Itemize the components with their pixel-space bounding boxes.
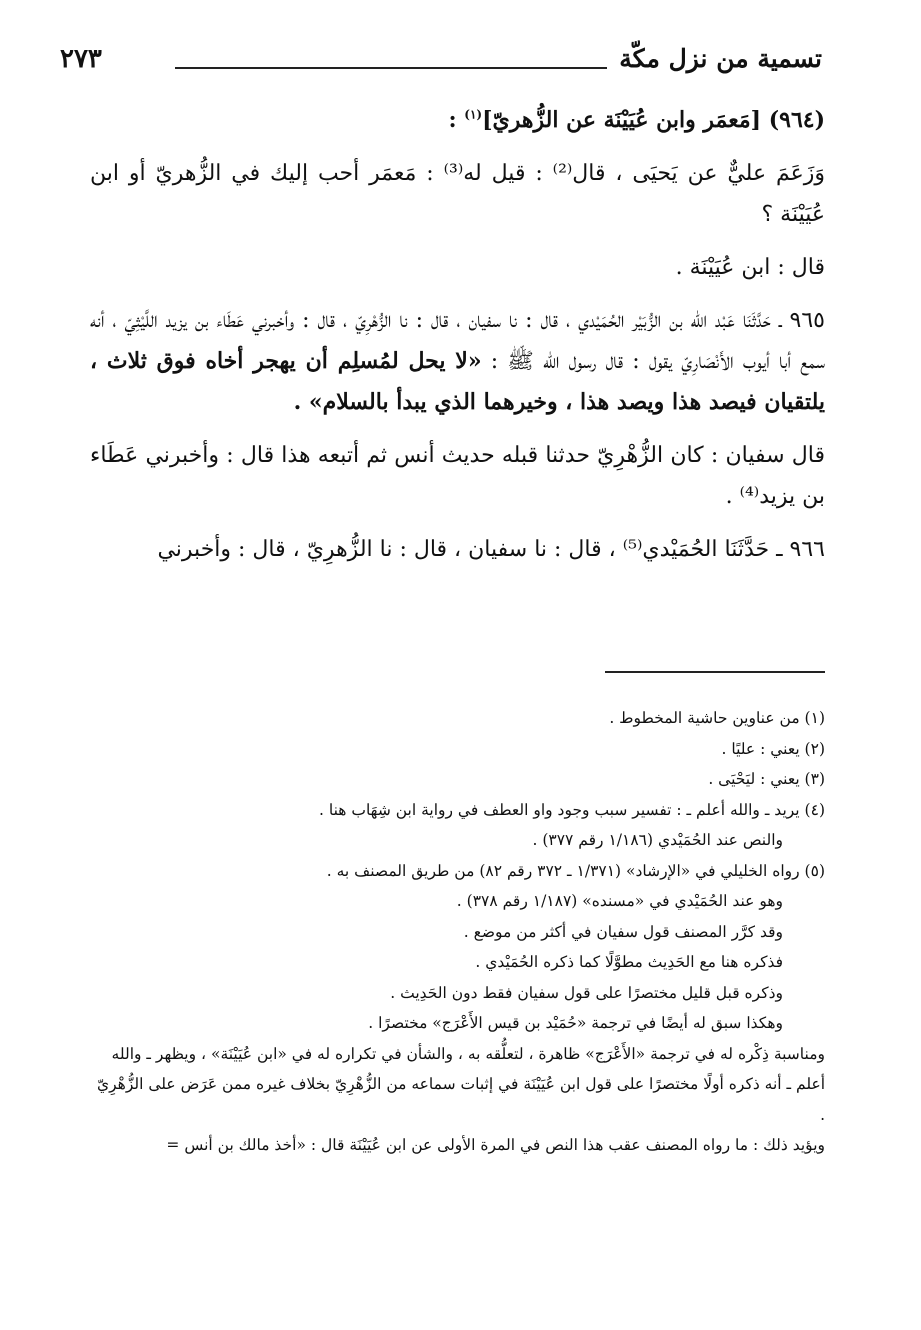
paragraph-1: وَزَعَمَ عليٌّ عن يَحيَى ، قال⁽²⁾ : قيل له⁽³⁾ : مَعمَر أحب إليك في الزُّهريّ أو ابن عُيَيْنَة ؟ <box>90 161 825 227</box>
page-number: ٢٧٣ <box>60 44 102 74</box>
footnote-5-cont-2: وقد كرَّر المصنف قول سفيان في أكثر من موضع . <box>463 922 783 941</box>
footnote-divider <box>605 671 825 673</box>
footnote-4: (٤) يريد ـ والله أعلم ـ : تفسير سبب وجود واو العطف في رواية ابن شِهَاب هنا . <box>319 800 825 819</box>
footnote-5-cont-1: وهو عند الحُمَيْدي في «مسنده» (١/١٨٧ رقم ٣٧٨) . <box>456 892 783 910</box>
paragraph-4: قال سفيان : كان الزُّهْرِيّ حدثنا قبله حديث أنس ثم أتبعه هذا قال : وأخبرني عَطَاء بن يزيد⁽⁴⁾ . <box>90 443 825 509</box>
hadith-965-isnad: ٩٦٥ ـ حَدَّثَنَا عَبْد الله بن الزُّبَيْر الحُمَيْدي ، قال : نا سفيان ، قال : نا الزُّهْرِيّ ، قال : وأخبرني عَطَاء بن يزيد اللَّيْثِيّ ، أنه سمع أبا أيوب الأَنْصَارِيّ يقول : قال رسول الله ﷺ : <box>90 308 825 374</box>
footnote-5-cont-5: وهكذا سبق له أيضًا في ترجمة «حُمَيْد بن قيس الأَعْرَج» مختصرًا . <box>368 1014 783 1032</box>
heading-footnote-ref: (١) <box>464 107 483 122</box>
footnote-5: (٥) رواه الخليلي في «الإرشاد» (١/٣٧١ ـ ٣٧٢ رقم ٨٢) من طريق المصنف به . <box>326 861 825 880</box>
header-rule <box>175 67 607 69</box>
footnote-5-cont-3: فذكره هنا مع الحَدِيث مطوَّلًا كما ذكره الحُمَيْدي . <box>475 953 783 971</box>
footnote-1: (١) من عناوين حاشية المخطوط . <box>609 709 825 727</box>
footnote-2: (٢) يعني : عليًا . <box>721 739 825 758</box>
footnote-5-cont-4: وذكره قبل قليل مختصرًا على قول سفيان فقط دون الحَدِيث . <box>390 983 783 1002</box>
page-header <box>60 44 822 84</box>
footnote-4-cont: والنص عند الحُمَيْدي (١/١٨٦ رقم ٣٧٧) . <box>532 831 783 849</box>
section-heading <box>90 100 825 141</box>
hadith-966: ٩٦٦ ـ حَدَّثَنَا الحُمَيْدي⁽⁵⁾ ، قال : نا سفيان ، قال : نا الزُّهرِيّ ، قال : وأخبرني <box>157 537 825 562</box>
footnotes <box>90 703 825 1161</box>
heading-colon: : <box>448 107 465 133</box>
footnote-5-cont-6: ومناسبة ذِكْره له في ترجمة «الأَعْرَج» ظاهرة ، لتعلُّقه به ، والشأن في تكراره له في «ابن عُيَيْنَة» ، ويظهر ـ والله أعلم ـ أنه ذكره أولًا مختصرًا على قول ابن عُيَيْنَة في إثبات سماعه من الزُّهْرِيّ بخلاف غيره ممن عَرَض على الزُّهْرِيّ . <box>96 1044 825 1124</box>
paragraph-2: قال : ابن عُيَيْنَة . <box>675 255 825 280</box>
heading-text: (٩٦٤) [مَعمَر وابن عُيَيْنَة عن الزُّهريّ] <box>482 107 825 133</box>
footnote-3: (٣) يعني : ليَحْيَى . <box>708 770 825 788</box>
hadith-965-matn: «لا يحل لمُسلِم أن يهجر أخاه فوق ثلاث ، يلتقيان فيصد هذا ويصد هذا ، وخيرهما الذي يبدأ بالسلام» . <box>90 348 825 415</box>
footnote-5-cont-7: ويؤيد ذلك : ما رواه المصنف عقب هذا النص في المرة الأولى عن ابن عُيَيْنَة قال : «أخذ مالك بن أنس = <box>166 1136 825 1154</box>
main-text <box>90 100 825 582</box>
running-title: تسمية من نزل مكّة <box>619 44 822 73</box>
hadith-965 <box>90 300 825 423</box>
